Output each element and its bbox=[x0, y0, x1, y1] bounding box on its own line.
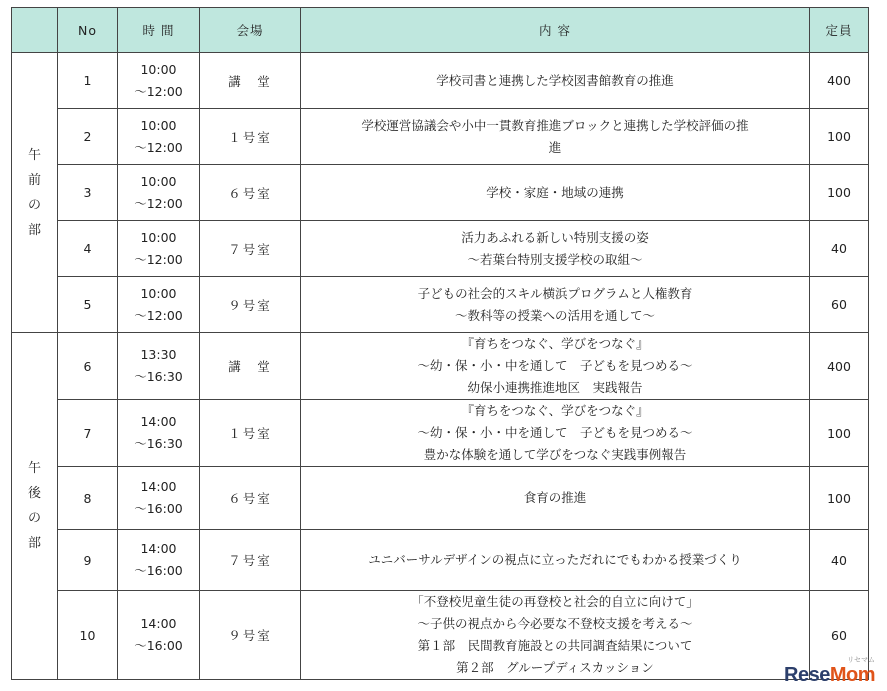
session-afternoon bbox=[12, 333, 58, 680]
content-line: ～子供の視点から今必要な不登校支援を考える～ bbox=[417, 616, 693, 631]
content-line: 食育の推進 bbox=[523, 490, 587, 505]
table-row bbox=[12, 400, 869, 467]
table-row bbox=[12, 467, 869, 530]
content-line: 第１部 民間教育施設との共同調査結果について bbox=[417, 638, 693, 653]
session-morning bbox=[12, 53, 58, 333]
content-line: 『育ちをつなぐ、学びをつなぐ』 bbox=[461, 336, 649, 351]
row-content bbox=[301, 53, 810, 109]
row-content bbox=[301, 109, 810, 165]
time-line: ～12:00 bbox=[134, 83, 183, 99]
row-venue: ６号室 bbox=[200, 467, 301, 530]
header-content: 内 容 bbox=[301, 8, 810, 53]
row-no: 5 bbox=[58, 277, 118, 333]
time-line: ～16:00 bbox=[134, 563, 183, 578]
row-capacity: 40 bbox=[810, 221, 869, 277]
row-time bbox=[118, 277, 200, 333]
header-no: No bbox=[58, 8, 118, 53]
row-time bbox=[118, 400, 200, 467]
time-line: 14:00 bbox=[140, 479, 177, 494]
row-no: 9 bbox=[58, 530, 118, 591]
row-no: 7 bbox=[58, 400, 118, 467]
header-row bbox=[12, 8, 869, 53]
row-content bbox=[301, 530, 810, 591]
row-time bbox=[118, 221, 200, 277]
content-line: 「不登校児童生徒の再登校と社会的自立に向けて」 bbox=[411, 594, 699, 609]
time-line: 10:00 bbox=[140, 285, 177, 301]
content-line: 豊かな体験を通して学びをつなぐ実践事例報告 bbox=[423, 447, 687, 462]
time-line: 14:00 bbox=[140, 616, 177, 631]
content-line: 学校・家庭・地域の連携 bbox=[486, 184, 624, 200]
time-line: 10:00 bbox=[140, 173, 177, 189]
row-time bbox=[118, 53, 200, 109]
logo-text-a: Rese bbox=[784, 664, 830, 686]
resemom-logo bbox=[784, 657, 875, 687]
content-line: ～教科等の授業への活用を通して～ bbox=[454, 307, 655, 323]
row-no: 6 bbox=[58, 333, 118, 400]
row-capacity: 40 bbox=[810, 530, 869, 591]
table-row bbox=[12, 221, 869, 277]
table-row bbox=[12, 165, 869, 221]
row-content bbox=[301, 591, 810, 680]
time-line: 14:00 bbox=[140, 541, 177, 556]
time-line: 10:00 bbox=[140, 117, 177, 133]
header-venue: 会場 bbox=[200, 8, 301, 53]
table-row bbox=[12, 530, 869, 591]
table-row bbox=[12, 333, 869, 400]
row-no: 10 bbox=[58, 591, 118, 680]
row-time bbox=[118, 109, 200, 165]
row-time bbox=[118, 165, 200, 221]
row-time bbox=[118, 333, 200, 400]
row-venue: 講 堂 bbox=[200, 333, 301, 400]
content-line: ～幼・保・小・中を通して 子どもを見つめる～ bbox=[417, 358, 693, 373]
content-line: 学校司書と連携した学校図書館教育の推進 bbox=[436, 72, 674, 88]
table-row bbox=[12, 53, 869, 109]
session-label: 午後の部 bbox=[28, 461, 42, 551]
row-no: 1 bbox=[58, 53, 118, 109]
time-line: 10:00 bbox=[140, 61, 177, 77]
time-line: 13:30 bbox=[140, 347, 177, 362]
row-venue: ７号室 bbox=[200, 530, 301, 591]
time-line: 14:00 bbox=[140, 414, 177, 429]
header-capacity: 定員 bbox=[810, 8, 869, 53]
row-capacity: 100 bbox=[810, 467, 869, 530]
time-line: ～16:30 bbox=[134, 369, 183, 384]
time-line: ～16:30 bbox=[134, 436, 183, 451]
row-no: 8 bbox=[58, 467, 118, 530]
row-venue: 講 堂 bbox=[200, 53, 301, 109]
row-time bbox=[118, 591, 200, 680]
row-time bbox=[118, 530, 200, 591]
table-row bbox=[12, 109, 869, 165]
row-content bbox=[301, 221, 810, 277]
row-content bbox=[301, 400, 810, 467]
time-line: ～16:00 bbox=[134, 501, 183, 516]
row-no: 4 bbox=[58, 221, 118, 277]
row-venue: ６号室 bbox=[200, 165, 301, 221]
content-line: 幼保小連携推進地区 実践報告 bbox=[467, 380, 643, 395]
content-line: 学校運営協議会や小中一貫教育推進ブロックと連携した学校評価の推 bbox=[361, 117, 749, 133]
time-line: ～12:00 bbox=[134, 195, 183, 211]
row-capacity: 400 bbox=[810, 53, 869, 109]
row-content bbox=[301, 467, 810, 530]
row-content bbox=[301, 277, 810, 333]
time-line: ～12:00 bbox=[134, 307, 183, 323]
row-content bbox=[301, 165, 810, 221]
header-session bbox=[12, 8, 58, 53]
table-body bbox=[12, 53, 869, 680]
content-line: 『育ちをつなぐ、学びをつなぐ』 bbox=[461, 403, 649, 418]
row-time bbox=[118, 467, 200, 530]
table-row bbox=[12, 277, 869, 333]
row-content bbox=[301, 333, 810, 400]
schedule-table bbox=[11, 7, 869, 680]
row-capacity: 100 bbox=[810, 109, 869, 165]
row-capacity: 100 bbox=[810, 165, 869, 221]
content-line: ユニバーサルデザインの視点に立っただれにでもわかる授業づくり bbox=[368, 552, 742, 567]
content-line: 子どもの社会的スキル横浜プログラムと人権教育 bbox=[417, 285, 693, 301]
row-venue: ９号室 bbox=[200, 277, 301, 333]
row-no: 3 bbox=[58, 165, 118, 221]
row-venue: ９号室 bbox=[200, 591, 301, 680]
row-venue: １号室 bbox=[200, 109, 301, 165]
time-line: ～12:00 bbox=[134, 139, 183, 155]
row-venue: １号室 bbox=[200, 400, 301, 467]
content-line: ～若葉台特別支援学校の取組～ bbox=[467, 251, 643, 267]
time-line: 10:00 bbox=[140, 229, 177, 245]
session-label: 午前の部 bbox=[28, 147, 42, 238]
time-line: ～16:00 bbox=[134, 638, 183, 653]
row-capacity: 400 bbox=[810, 333, 869, 400]
row-venue: ７号室 bbox=[200, 221, 301, 277]
time-line: ～12:00 bbox=[134, 251, 183, 267]
content-line: ～幼・保・小・中を通して 子どもを見つめる～ bbox=[417, 425, 693, 440]
logo-text-b: Mom bbox=[829, 664, 875, 686]
content-line: 進 bbox=[548, 139, 562, 155]
row-capacity: 60 bbox=[810, 277, 869, 333]
header-time: 時 間 bbox=[118, 8, 200, 53]
content-line: 活力あふれる新しい特別支援の姿 bbox=[461, 229, 649, 245]
logo-tag: リセマム bbox=[847, 657, 875, 664]
row-capacity: 60 bbox=[810, 591, 869, 680]
row-capacity: 100 bbox=[810, 400, 869, 467]
table-row bbox=[12, 591, 869, 680]
content-line: 第２部 グループディスカッション bbox=[456, 660, 654, 675]
row-no: 2 bbox=[58, 109, 118, 165]
